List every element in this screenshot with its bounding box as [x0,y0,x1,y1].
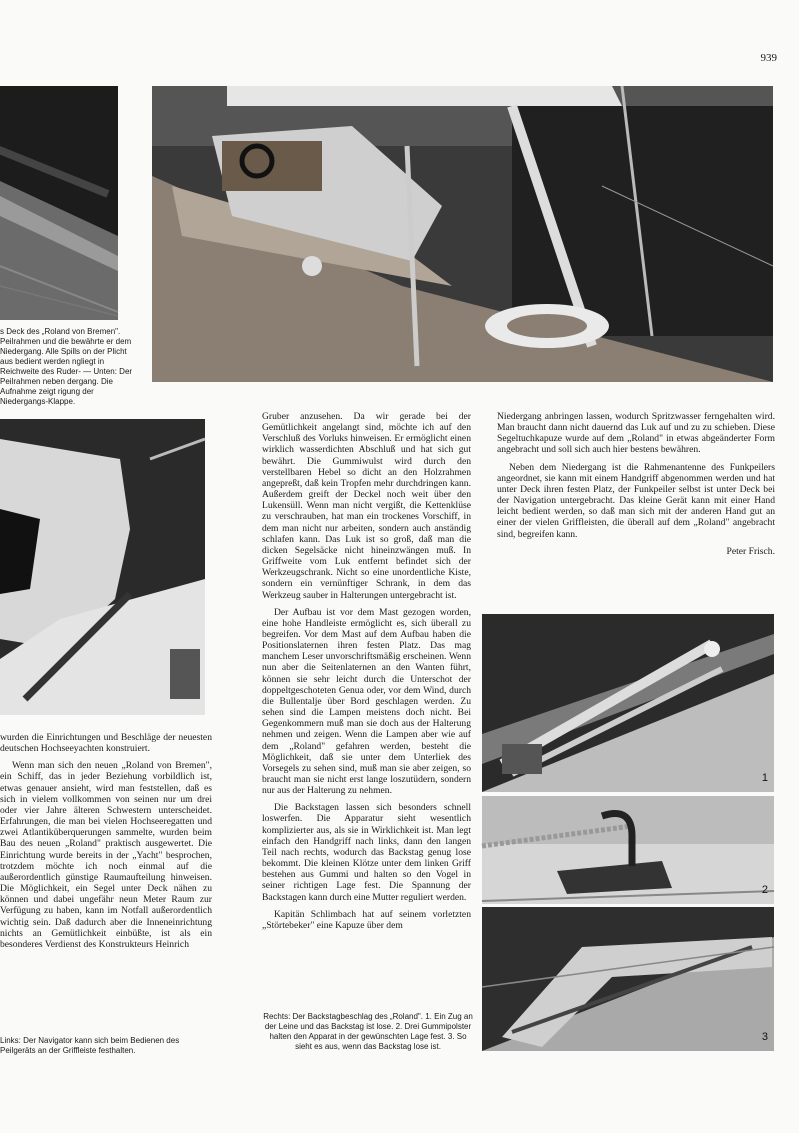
photo-number-3: 3 [761,1031,768,1043]
photo-number-2: 2 [761,884,768,896]
author-signature: Peter Frisch. [726,545,775,557]
deck-photo-main [152,86,773,382]
caption-bottom-right: Rechts: Der Backstagbeschlag des „Roland". 1. Ein Zug an der Leine und das Backstag ist lose. 2. Drei Gummipolster halten den Apparat in der gewünschten Lage fest. 3. So sieht es aus, wenn das Backstag lose ist. [263,1012,473,1051]
caption-bottom-left: Links: Der Navigator kann sich beim Bedienen des Peilgeräts an der Griffleiste festhalten. [0,1036,180,1055]
navigator-photo [0,419,205,715]
caption-top-left: s Deck des „Roland von Bremen". Peilrahmen und die bewährte er dem Niedergang. Alle Spills on der Plicht aus bedient werden ngliegt in Reichweite des Ruder- — Unten: Der Peilrahmen neben dergang. Die Aufnahme zeigt rigung der Niedergangs-Klappe. [0,327,133,406]
paragraph: Neben dem Niedergang ist die Rahmenantenne des Funkpeilers angeordnet, sie kann mit einem Handgriff abgenommen werden und hat unter Deck ihren festen Platz, der Funkpeiler selbst ist unter Deck bei der Navigation untergebracht. Das kleine Gerät kann mit einer Hand leicht bedient werden, so daß man sich mit der anderen Hand gut an einer der vielen Griffleisten, die überall auf dem „Roland" angebracht sind, begreifen kann. [497,461,775,540]
paragraph: Gruber anzusehen. Da wir gerade bei der Gemütlichkeit angelangt sind, möchte ich auf den Verschluß des Vorluks hinweisen. Er ermöglicht einen wirklich wasserdichten Abschluß und hat sich gut bewährt. Die Gummiwulst wird durch den verstellbaren Hebel so dicht an den Holzrahmen angepreßt, daß kein Tropfen mehr durchdringen kann. Außerdem greift der Deckel noch weit über den Lukensüll. Wenn man nicht vergißt, die Kettenklüse zu verschrauben, hat man ein trockenes Vorschiff, in dem man nicht nur arbeiten, sondern auch anständig schlafen kann. Das Luk ist so groß, daß man die dicken Segelsäcke nicht hineinzwängen muß. In Griffweite vom Luk entfernt befindet sich der Werkzeugschrank. Nicht so eine unordentliche Kiste, sondern ein vernünftiger Schrank, in dem das Werkzeug sauber in Halterungen untergebracht ist. [262,411,471,601]
deck-photo-left [0,86,118,320]
text-column-right [497,411,775,557]
text-column-left [0,732,212,950]
photo-number-1: 1 [761,772,768,784]
paragraph: Wenn man sich den neuen „Roland von Bremen", ein Schiff, das in jeder Beziehung vorbildlich ist, etwas genauer ansieht, wird man feststellen, daß es sich in vielem vollkommen von seinen nur um drei oder vier Jahre älteren Schwestern unterscheidet. Erfahrungen, die man bei vielen Hochseeregatten und zwei Atlantiküberquerungen sammelte, wurden beim Bau des neuen „Roland" praktisch ausgewertet. Die Einrichtung wurde bereits in der „Yacht" besprochen, trotzdem möchte ich noch einmal auf die außerordentlich günstige Raumaufteilung hinweisen. Die Möglichkeit, ein Segel unter Deck nähen zu können und dabei ungefähr neun Meter Raum zur Verfügung zu haben, kann im Notfall außerordentlich wichtig sein. Daß dadurch aber die Inneneinrichtung nichts an Gemütlichkeit einbüßte, ist als ein besonderes Verdienst des Konstrukteurs Heinrich [0,760,212,950]
backstay-fitting-photo-2 [482,796,774,904]
paragraph: wurden die Einrichtungen und Beschläge der neuesten deutschen Hochseeyachten konstruiert. [0,732,212,755]
page-number: 939 [760,52,777,64]
paragraph: Kapitän Schlimbach hat auf seinem vorletzten „Störtebeker" eine Kapuze über dem [262,908,471,931]
paragraph: Die Backstagen lassen sich besonders schnell loswerfen. Die Apparatur sieht wesentlich komplizierter aus, als sie in Wirklichkeit ist. Man legt einfach den Handgriff nach links, dann den langen Teil nach rechts, wodurch das Backstag genug lose bekommt. Die kleinen Klötze unter dem linken Griff bestehen aus Gummi und halten so den Vogel in seiner richtigen Lage fest. Die Spannung der Backstagen kann durch eine Mutter reguliert werden. [262,802,471,903]
paragraph: Niedergang anbringen lassen, wodurch Spritzwasser ferngehalten wird. Man braucht dann nicht dauernd das Luk auf und zu zu schieben. Diese Segeltuchkapuze wurde auf dem „Roland" in etwas abgeänderter Form angebracht und soll sich auch hier bestens bewähren. [497,411,775,456]
text-column-middle [262,411,471,931]
backstay-fitting-photo-3 [482,907,774,1051]
backstay-fitting-photo-1 [482,614,774,792]
paragraph: Der Aufbau ist vor dem Mast gezogen worden, eine hohe Handleiste ermöglicht es, sich überall zu begreifen. Vor dem Mast auf dem Aufbau haben die Positionslaternen ihren festen Platz. Das mag manchem Leser unvorschriftsmäßig erscheinen. Wenn nun aber die Seitenlaternen an den Wanten führt, können sie sehr leicht durch die Unterschot der doppeltgeschoteten Genua oder, vor dem Wind, durch die Bullentalje über Bord geschlagen werden. Zu sehen sind die Lampen meistens doch nicht. Bei Gegenkommern muß man sie doch aus der Halterung nehmen und zeigen. Wenn die Lampen aber wie auf dem „Roland" gefahren werden, besteht die Möglichkeit, daß sie unter dem Unterliek des Vorsegels zu sehen sind, muß man sie aber zeigen, so braucht man sie nicht erst lange loszutüdern, sondern nur aus der Halterung zu nehmen. [262,606,471,797]
